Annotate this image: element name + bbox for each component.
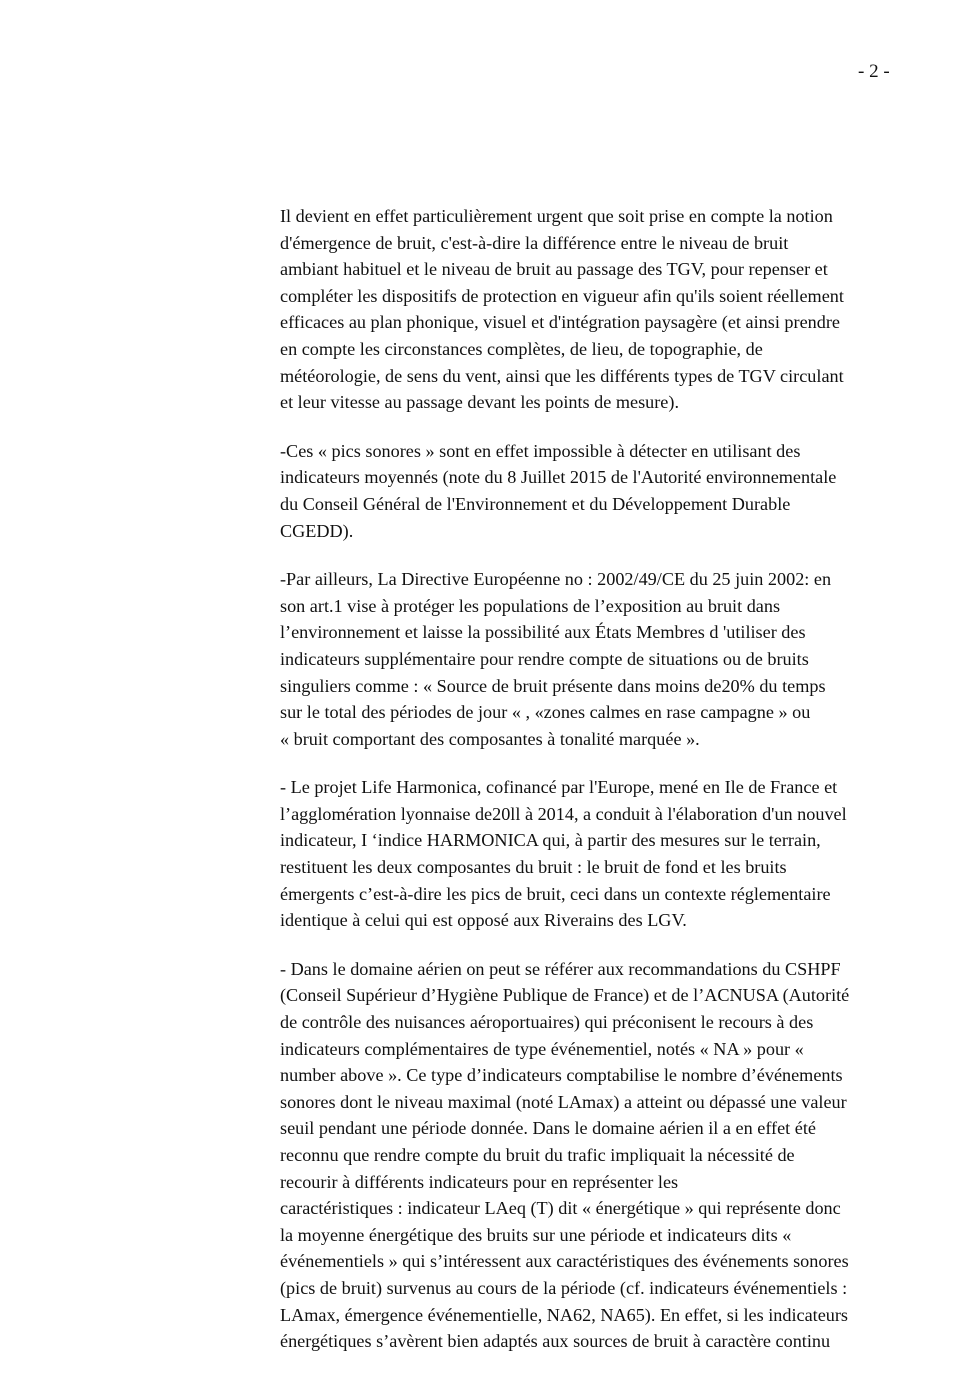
text-line: seuil pendant une période donnée. Dans le domaine aérien il a en effet été [280, 1118, 816, 1139]
text-line: son art.1 vise à protéger les populations de l’exposition au bruit dans [280, 595, 781, 616]
paragraph-domaine-aerien [280, 956, 920, 1355]
text-line: (pics de bruit) survenus au cours de la période (cf. indicateurs événementiels : [280, 1277, 848, 1298]
text-line: LAmax, émergence événementielle, NA62, NA65). En effet, si les indicateurs [280, 1304, 848, 1325]
text-line: recourir à différents indicateurs pour en représenter les [280, 1171, 679, 1192]
text-line: singuliers comme : « Source de bruit présente dans moins de20% du temps [280, 675, 826, 696]
text-line: - Dans le domaine aérien on peut se référer aux recommandations du CSHPF [280, 958, 841, 979]
text-line: indicateur, I ‘indice HARMONICA qui, à partir des mesures sur le terrain, [280, 830, 821, 851]
text-line: énergétiques s’avèrent bien adaptés aux sources de bruit à caractère continu [280, 1331, 831, 1352]
text-line: CGEDD). [280, 520, 354, 541]
text-line: Il devient en effet particulièrement urgent que soit prise en compte la notion [280, 206, 833, 226]
body-text [280, 203, 920, 1377]
paragraph-life-harmonica [280, 774, 920, 934]
text-line: caractéristiques : indicateur LAeq (T) dit « énergétique » qui représente donc [280, 1198, 841, 1219]
text-line: l’agglomération lyonnaise de20ll à 2014, a conduit à l'élaboration d'un nouvel [280, 803, 847, 824]
text-line: émergents c’est-à-dire les pics de bruit, ceci dans un contexte réglementaire [280, 883, 831, 904]
text-line: indicateurs moyennés (note du 8 Juillet 2015 de l'Autorité environnementale [280, 467, 837, 488]
text-line: - Le projet Life Harmonica, cofinancé par l'Europe, mené en Ile de France et [280, 777, 838, 798]
text-line: -Par ailleurs, La Directive Européenne no : 2002/49/CE du 25 juin 2002: en [280, 569, 832, 590]
text-line: (Conseil Supérieur d’Hygiène Publique de France) et de l’ACNUSA (Autorité [280, 985, 850, 1006]
text-line: reconnu que rendre compte du bruit du trafic impliquait la nécessité de [280, 1145, 795, 1165]
text-line: météorologie, de sens du vent, ainsi que les différents types de TGV circulant [280, 365, 844, 386]
text-line: sonores dont le niveau maximal (noté LAmax) a atteint ou dépassé une valeur [280, 1091, 847, 1112]
text-line: indicateurs supplémentaire pour rendre compte de situations ou de bruits [280, 648, 809, 669]
text-line: number above ». Ce type d’indicateurs comptabilise le nombre d’événements [280, 1065, 843, 1086]
paragraph-emergence-notion [280, 203, 920, 416]
text-line: du Conseil Général de l'Environnement et du Développement Durable [280, 493, 791, 514]
text-line: compléter les dispositifs de protection en vigueur afin qu'ils soient réellement [280, 285, 844, 306]
text-line: en compte les circonstances complètes, de lieu, de topographie, de [280, 338, 763, 359]
text-line: identique à celui qui est opposé aux Riverains des LGV. [280, 910, 687, 931]
text-line: et leur vitesse au passage devant les points de mesure). [280, 392, 679, 413]
text-line: indicateurs complémentaires de type événementiel, notés « NA » pour « [280, 1038, 804, 1059]
paragraph-directive-europeenne [280, 566, 920, 752]
text-line: -Ces « pics sonores » sont en effet impossible à détecter en utilisant des [280, 440, 801, 461]
text-line: ambiant habituel et le niveau de bruit au passage des TGV, pour repenser et [280, 259, 828, 280]
text-line: la moyenne énergétique des bruits sur une période et indicateurs dits « [280, 1224, 792, 1245]
text-line: événementiels » qui s’intéressent aux caractéristiques des événements sonores [280, 1251, 849, 1272]
text-line: sur le total des périodes de jour « , «zones calmes en rase campagne » ou [280, 702, 811, 723]
text-line: de contrôle des nuisances aéroportuaires) qui préconisent le recours à des [280, 1012, 814, 1033]
text-line: l’environnement et laisse la possibilité aux États Membres d 'utiliser des [280, 622, 806, 643]
text-line: « bruit comportant des composantes à tonalité marquée ». [280, 728, 700, 749]
text-line: restituent les deux composantes du bruit : le bruit de fond et les bruits [280, 857, 787, 878]
page-number: - 2 - [858, 61, 890, 82]
text-line: d'émergence de bruit, c'est-à-dire la différence entre le niveau de bruit [280, 232, 789, 253]
paragraph-pics-sonores [280, 438, 920, 544]
text-line: efficaces au plan phonique, visuel et d'intégration paysagère (et ainsi prendre [280, 312, 840, 333]
